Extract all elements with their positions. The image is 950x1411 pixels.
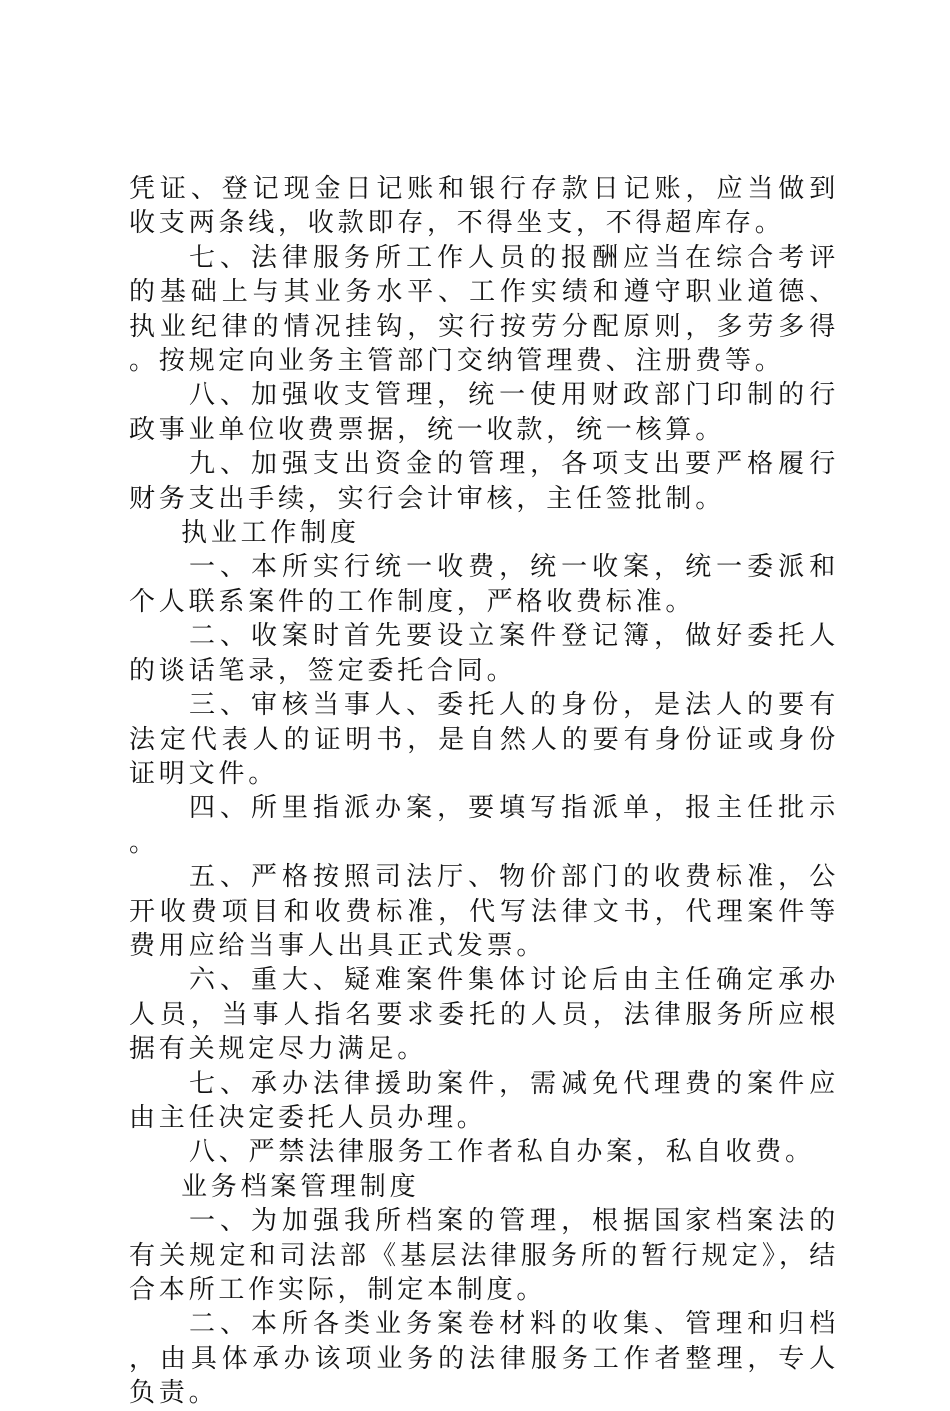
paragraph-practice-1: 一、本所实行统一收费，统一收案，统一委派和个人联系案件的工作制度，严格收费标准。 (129, 552, 839, 617)
paragraph-finance-cont: 凭证、登记现金日记账和银行存款日记账，应当做到收支两条线，收款即存，不得坐支，不得超库存。 (129, 174, 839, 239)
paragraph-archives-1: 一、为加强我所档案的管理，根据国家档案法的有关规定和司法部《基层法律服务所的暂行规定》，结合本所工作实际，制定本制度。 (129, 1206, 839, 1305)
paragraph-practice-3: 三、审核当事人、委托人的身份，是法人的要有法定代表人的证明书，是自然人的要有身份证或身份证明文件。 (129, 690, 839, 789)
paragraph-archives-2: 二、本所各类业务案卷材料的收集、管理和归档，由具体承办该项业务的法律服务工作者整理，专人负责。 (129, 1309, 839, 1409)
paragraph-finance-8: 八、加强收支管理，统一使用财政部门印制的行政事业单位收费票据，统一收款，统一核算。 (129, 380, 839, 445)
paragraph-practice-4: 四、所里指派办案，要填写指派单，报主任批示。 (129, 793, 839, 858)
document-body (129, 172, 839, 1411)
section-heading-practice: 执业工作制度 (181, 518, 360, 549)
paragraph-practice-5: 五、严格按照司法厅、物价部门的收费标准，公开收费项目和收费标准，代写法律文书，代理案件等费用应给当事人出具正式发票。 (129, 862, 839, 961)
paragraph-practice-6: 六、重大、疑难案件集体讨论后由主任确定承办人员，当事人指名要求委托的人员，法律服务所应根据有关规定尽力满足。 (129, 965, 839, 1065)
paragraph-finance-7: 七、法律服务所工作人员的报酬应当在综合考评的基础上与其业务水平、工作实绩和遵守职业道德、执业纪律的情况挂钩，实行按劳分配原则，多劳多得。按规定向业务主管部门交纳管理费、注册费等。 (129, 242, 839, 377)
paragraph-practice-2: 二、收案时首先要设立案件登记簿，做好委托人的谈话笔录，签定委托合同。 (129, 621, 839, 686)
section-heading-archives: 业务档案管理制度 (181, 1171, 420, 1202)
paragraph-finance-9: 九、加强支出资金的管理，各项支出要严格履行财务支出手续，实行会计审核，主任签批制。 (129, 449, 839, 514)
paragraph-practice-7: 七、承办法律援助案件，需减免代理费的案件应由主任决定委托人员办理。 (129, 1068, 839, 1133)
paragraph-practice-8: 八、严禁法律服务工作者私自办案，私自收费。 (189, 1137, 815, 1168)
